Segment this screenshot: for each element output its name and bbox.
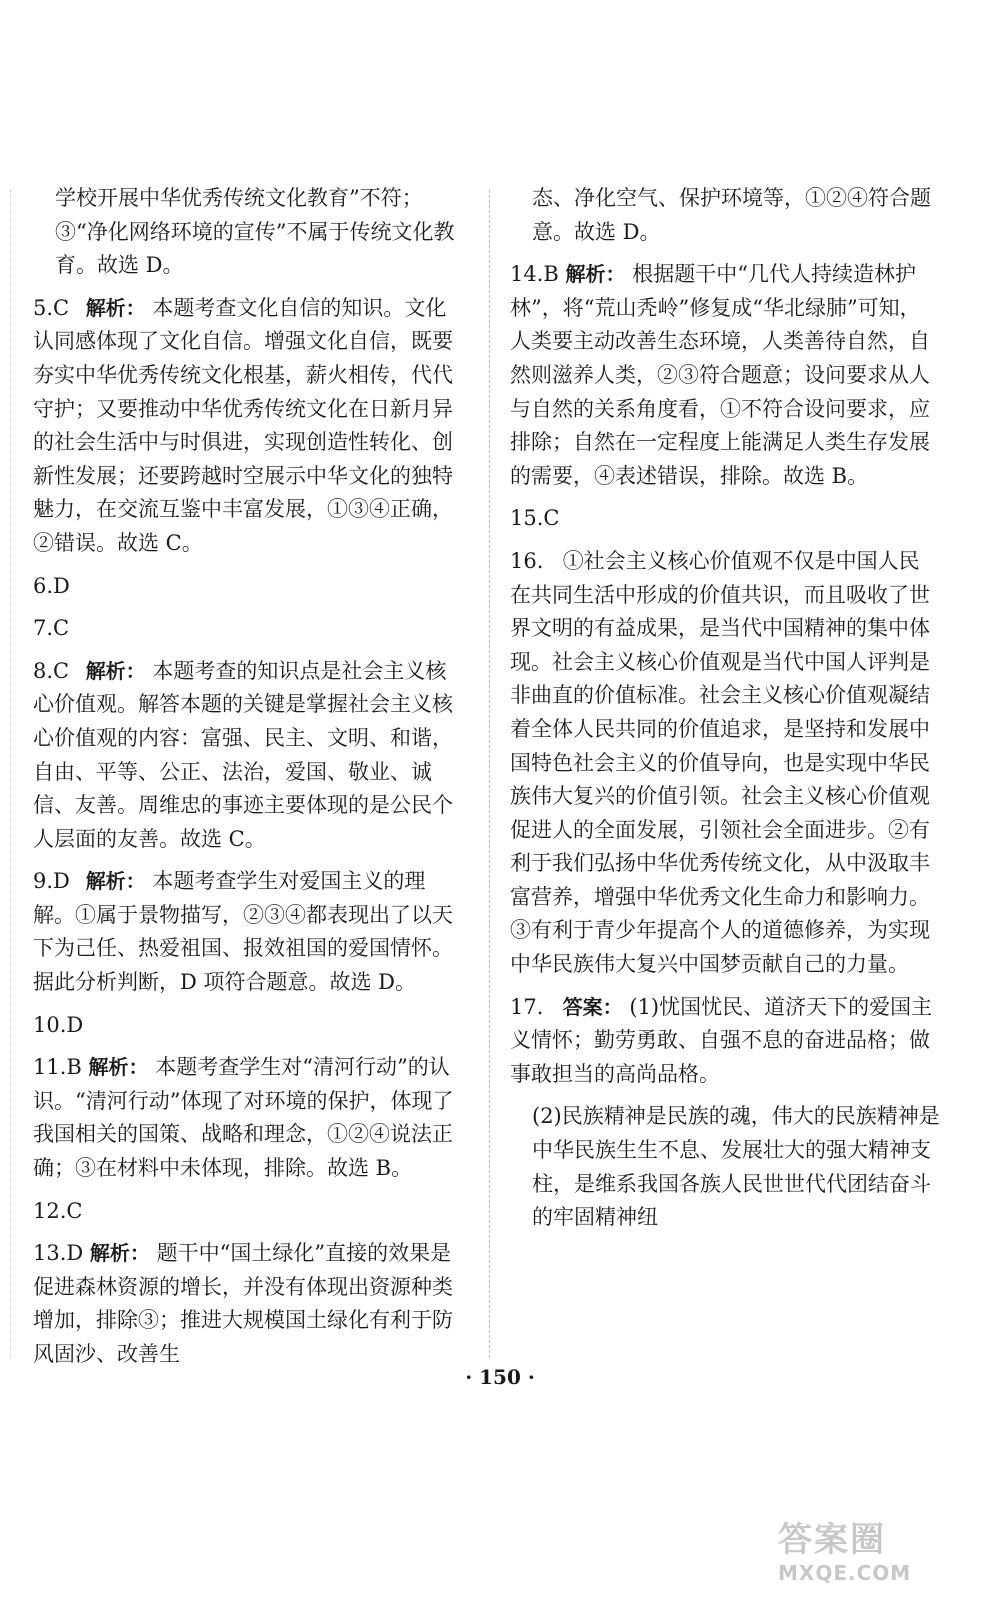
item-text: 根据题干中“几代人持续造林护林”，将“荒山秃岭”修复成“华北绿肺”可知，人类要主动改善生态环境，人类善待自然，自然则滋养人类，②③符合题意；设问要求从人与自然的关系角度看，①不符合设问要求，应排除；自然在一定程度上能满足人类生存发展的需要，④表述错误，排除。故选 B。 (510, 262, 930, 488)
item-label: 解析： (85, 869, 146, 894)
item-number: 13.D (33, 1241, 84, 1266)
item-text: 本题考查学生对“清河行动”的认识。“清河行动”体现了对环境的保护，体现了我国相关的国策、战略和理念，①②④说法正确；③在材料中未体现，排除。故选 B。 (33, 1055, 454, 1181)
answer-item-5 (33, 292, 461, 561)
item-label: 答案： (562, 994, 623, 1019)
answer-item-11 (33, 1051, 461, 1185)
item-text: (2)民族精神是民族的魂，伟大的民族精神是中华民族生生不息、发展壮大的强大精神支柱，是维系我国各族人民世世代代团结奋斗的牢固精神纽 (532, 1104, 940, 1230)
answer-item-14 (510, 258, 940, 493)
item-text: 本题考查文化自信的知识。文化认同感体现了文化自信。增强文化自信，既要夯实中华优秀传统文化根基，薪火相传，代代守护；又要推动中华优秀传统文化在日新月异的社会生活中与时俱进，实现创造性转化、创新性发展；还要跨越时空展示中华文化的独特魅力，在交流互鉴中丰富发展，①③④正确，②错误。故选 C。 (33, 295, 453, 555)
item-text: 题干中“国土绿化”直接的效果是促进森林资源的增长，并没有体现出资源种类增加，排除③；推进大规模国土绿化有利于防风固沙、改善生 (33, 1241, 453, 1366)
answer-item-7 (33, 612, 461, 646)
item-number: 17. (510, 994, 544, 1019)
item-number: 9.D (33, 869, 70, 894)
item-text: 本题考查的知识点是社会主义核心价值观。解答本题的关键是掌握社会主义核心价值观的内容：富强、民主、文明、和谐，自由、平等、公正、法治，爱国、敬业、诚信、友善。周维忠的事迹主要体现的是公民个人层面的友善。故选 C。 (33, 658, 453, 851)
answer-item-17-part2 (510, 1100, 940, 1234)
watermark-title: 答案圈 (778, 1520, 886, 1560)
answer-item-12 (33, 1195, 461, 1229)
item-number: 7.C (33, 616, 70, 641)
right-intro (510, 182, 940, 249)
watermark-url: MXQE.COM (778, 1561, 912, 1585)
watermark-logo (778, 1512, 978, 1585)
column-divider (489, 190, 490, 1358)
item-number: 16. (510, 548, 544, 573)
answer-item-15 (510, 502, 940, 536)
item-label: 解析： (85, 295, 146, 320)
item-number: 14.B (510, 262, 559, 287)
item-text: ①社会主义核心价值观不仅是中国人民在共同生活中形成的价值共识，而且吸收了世界文明的有益成果，是当代中国精神的集中体现。社会主义核心价值观是当代中国人评判是非曲直的价值标准。社会主义核心价值观凝结着全体人民共同的价值追求，是坚持和发展中国特色社会主义的价值导向，也是实现中华民族伟大复兴的价值引领。社会主义核心价值观促进人的全面发展，引领社会全面进步。②有利于我们弘扬中华优秀传统文化，从中汲取丰富营养，增强中华优秀文化生命力和影响力。③有利于青少年提高个人的道德修养，为实现中华民族伟大复兴中国梦贡献自己的力量。 (510, 548, 930, 977)
item-label: 解析： (89, 1241, 150, 1266)
item-label: 解析： (85, 658, 146, 683)
item-label: 解析： (88, 1055, 149, 1080)
item-label: 解析： (565, 262, 626, 287)
item-number: 11.B (33, 1055, 82, 1080)
left-intro (33, 182, 461, 283)
item-number: 8.C (33, 658, 70, 683)
answer-item-13 (33, 1237, 461, 1371)
answer-item-6 (33, 570, 461, 604)
right-intro-text: 态、净化空气、保护环境等，①②④符合题意。故选 D。 (532, 186, 931, 244)
item-number: 5.C (33, 295, 70, 320)
answer-item-8 (33, 655, 461, 857)
item-number: 15.C (510, 506, 560, 531)
page-number: · 150 · (465, 1365, 535, 1389)
item-number: 12.C (33, 1198, 83, 1223)
answer-item-16 (510, 545, 940, 982)
page-edge-marks (10, 190, 11, 1358)
answer-item-9 (33, 865, 461, 999)
item-text: 本题考查学生对爱国主义的理解。①属于景物描写，②③④都表现出了以天下为己任、热爱祖国、报效祖国的爱国情怀。据此分析判断，D 项符合题意。故选 D。 (33, 869, 453, 995)
left-column (33, 182, 461, 1372)
right-column (510, 182, 940, 1235)
item-text: (1)忧国忧民、道济天下的爱国主义情怀；勤劳勇敢、自强不息的奋进品格；做事敢担当的高尚品格。 (510, 994, 933, 1086)
item-number: 10.D (33, 1012, 84, 1037)
answer-item-10 (33, 1009, 461, 1043)
answer-item-17 (510, 991, 940, 1092)
left-intro-text: 学校开展中华优秀传统文化教育”不符；③“净化网络环境的宣传”不属于传统文化教育。故选 D。 (55, 186, 455, 278)
item-number: 6.D (33, 573, 70, 598)
